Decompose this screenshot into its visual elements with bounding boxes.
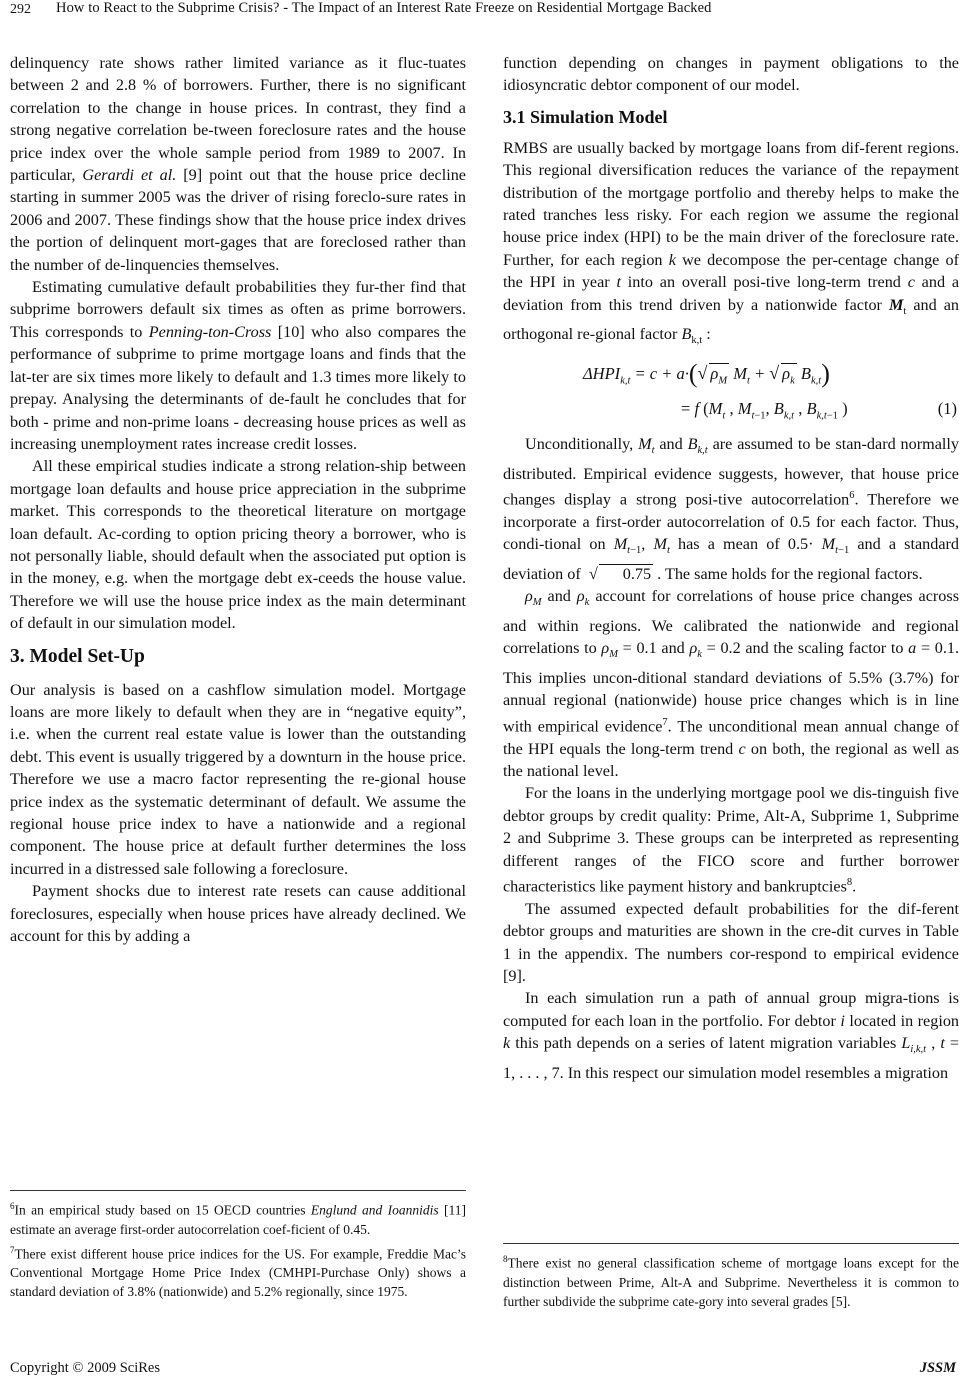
journal-name: JSSM <box>919 1360 956 1376</box>
paragraph: In each simulation run a path of annual group migra-tions is computed for each loan in the portfolio. For debtor i located in region k this path depends on a series of latent migration variables $L_{i,k,t}$ , t = 1, . . . , 7. In this respect our simulation model resembles a migration <box>503 989 960 1082</box>
footnote-8: $^8$There exist no general classification scheme of mortgage loans except for the distinction between Prime, Alt-A and Subprime. Nevertheless it is common to further subdivide the subprime cate-gory into several grades [5]. <box>503 1254 959 1309</box>
page-footer <box>0 1356 966 1382</box>
equation-line-1: $\Delta HPI_{k,t} = c + a\cdot(√$ $\rho_M$ $M_t$ + √ $\rho_k$ $B_{k,t}$) <box>583 358 830 388</box>
page-number: 292 <box>10 2 31 17</box>
page-header <box>0 0 966 30</box>
equation-line-2: = f ($M_t$ , $M_{t-1}$, $B_{k,t}$ , $B_{k,t-1}$ ) <box>681 398 848 422</box>
equation <box>503 355 959 427</box>
right-column <box>503 52 959 1084</box>
paragraph: function depending on changes in payment obligations to the idiosyncratic debtor component of our model. <box>503 54 959 95</box>
paragraph: Unconditionally, $M_t$ and $B_{k,t}$ are assumed to be stan-dard normally distributed. Empirical evidence suggests, however, that house price changes display a strong posi-tive autocorrelation$^6$. Therefore we incorporate a first-order autocorrelation of 0.5 for each factor. Thus, condi-tional on $M_{t-1}$, $M_t$ has a mean of $0.5\cdot M_{t-1}$ and a standard deviation of √ 0.75 . The same holds for the regional factors. <box>503 434 960 583</box>
paragraph: The assumed expected default probabilities for the dif-ferent debtor groups and maturities are shown in the cre-dit curves in Table 1 in the appendix. The numbers cor-respond to empirical evidence [9]. <box>503 899 959 985</box>
footnote-7: $^7$There exist different house price indices for the US. For example, Freddie Mac’s Conventional Mortgage Home Price Index (CMHPI-Purchase Only) shows a standard deviation of 3.8% (nationwide) and 5.2% regionally, since 1975. <box>10 1244 466 1299</box>
paragraph: delinquency rate shows rather limited variance as it fluc-tuates between 2 and 2.8 % of borrowers. Further, there is no significant correlation to the change in house prices. In contrast, they find a strong negative correlation be-tween foreclosure rates and the house price index over the whole sample period from 1989 to 2007. In particular, Gerardi et al. [9] point out that the house price decline starting in summer 2005 was the driver of rising foreclo-sure rates in 2006 and 2007. These findings show that the house price index drives the portion of delinquent mort-gages that are foreclosed rather than the number of de-linquencies themselves. <box>10 54 466 274</box>
paragraph: RMBS are usually backed by mortgage loans from dif-ferent regions. This regional diversification reduces the variance of the repayment distribution of the mortgage portfolio and thereby helps to make the rated tranches less risky. For each region we assume the regional house price index (HPI) to be the main driver of the foreclosure rate. Further, for each region k we decompose the per-centage change of the HPI in year t into an overall posi-tive long-term trend c and a deviation from this trend driven by a nationwide factor $M_t$ and an orthogonal re-gional factor $B_{k,t}$ : <box>503 138 960 347</box>
footnote-6: $^6$In an empirical study based on 15 OECD countries Englund and Ioannidis [11] estimate an average first-order autocorrelation coef-ficient of 0.45. <box>10 1201 466 1237</box>
paragraph: Estimating cumulative default probabilities they fur-ther find that subprime borrowers default six times as often as prime borrowers. This corresponds to Penning-ton-Cross [10] who also compares the performance of subprime to prime mortgage loans and finds that the lat-ter are six times more likely to default and 1.3 times more likely to prepay. Analysing the determinants of de-fault he concludes that for both - prime and non-prime loans - decreasing house prices as well as increasing unemployment rates increase credit losses. <box>10 278 467 453</box>
equation-number: (1) <box>937 398 957 418</box>
footnotes-right <box>503 1243 959 1311</box>
paragraph: Our analysis is based on a cashflow simulation model. Mortgage loans are more likely to default when they are in “negative equity”, i.e. when the current real estate value is lower than the outstanding debt. This event is usually triggered by a downturn in the house price. Therefore we use a macro factor representing the re-gional house price index as the systematic determinant of default. We assume the regional house price index to have a nationwide and a regional component. The house price at default further determines the loss incurred in a distressed sale following a foreclosure. <box>10 680 466 878</box>
paragraph: $\rho_M$ and $\rho_k$ account for correlations of house price changes across and within regions. We calibrated the nationwide and regional correlations to $\rho_M = 0.1$ and $\rho_k = 0.2$ and the scaling factor to a = 0.1. This implies uncon-ditional standard deviations of 5.5% (3.7%) for annual regional (nationwide) house price changes which is in line with empirical evidence$^7$. The unconditional mean annual change of the HPI equals the long-term trend c on both, the regional as well as the national level. <box>503 587 960 780</box>
paragraph: For the loans in the underlying mortgage pool we dis-tinguish five debtor groups by credit quality: Prime, Alt-A, Subprime 1, Subprime 2 and Subprime 3. These groups can be interpreted as representing different ranges of the FICO score and further borrower characteristics like payment history and bankruptcies$^8$. <box>503 784 959 896</box>
running-title: How to React to the Subprime Crisis? - The Impact of an Interest Rate Freeze on Residential Mortgage Backed <box>56 0 712 16</box>
paragraph: Payment shocks due to interest rate resets can cause additional foreclosures, especially when house prices have already declined. We account for this by adding a <box>10 882 466 946</box>
section-heading: 3. Model Set-Up <box>10 645 145 667</box>
footnotes-left <box>10 1190 466 1301</box>
copyright: Copyright © 2009 SciRes <box>10 1360 160 1376</box>
subsection-heading: 3.1 Simulation Model <box>503 106 668 127</box>
left-column <box>10 52 466 947</box>
paragraph: All these empirical studies indicate a strong relation-ship between mortgage loan defaults and house price appreciation in the subprime market. This corresponds to the theoretical literature on mortgage loan default. Ac-cording to option pricing theory a borrower, who is not personally liable, should default when the associated put option is in the money, e.g. when the mortgage debt ex-ceeds the house value. Therefore we will use the house price index as the main determinant of default in our simulation model. <box>10 457 466 633</box>
